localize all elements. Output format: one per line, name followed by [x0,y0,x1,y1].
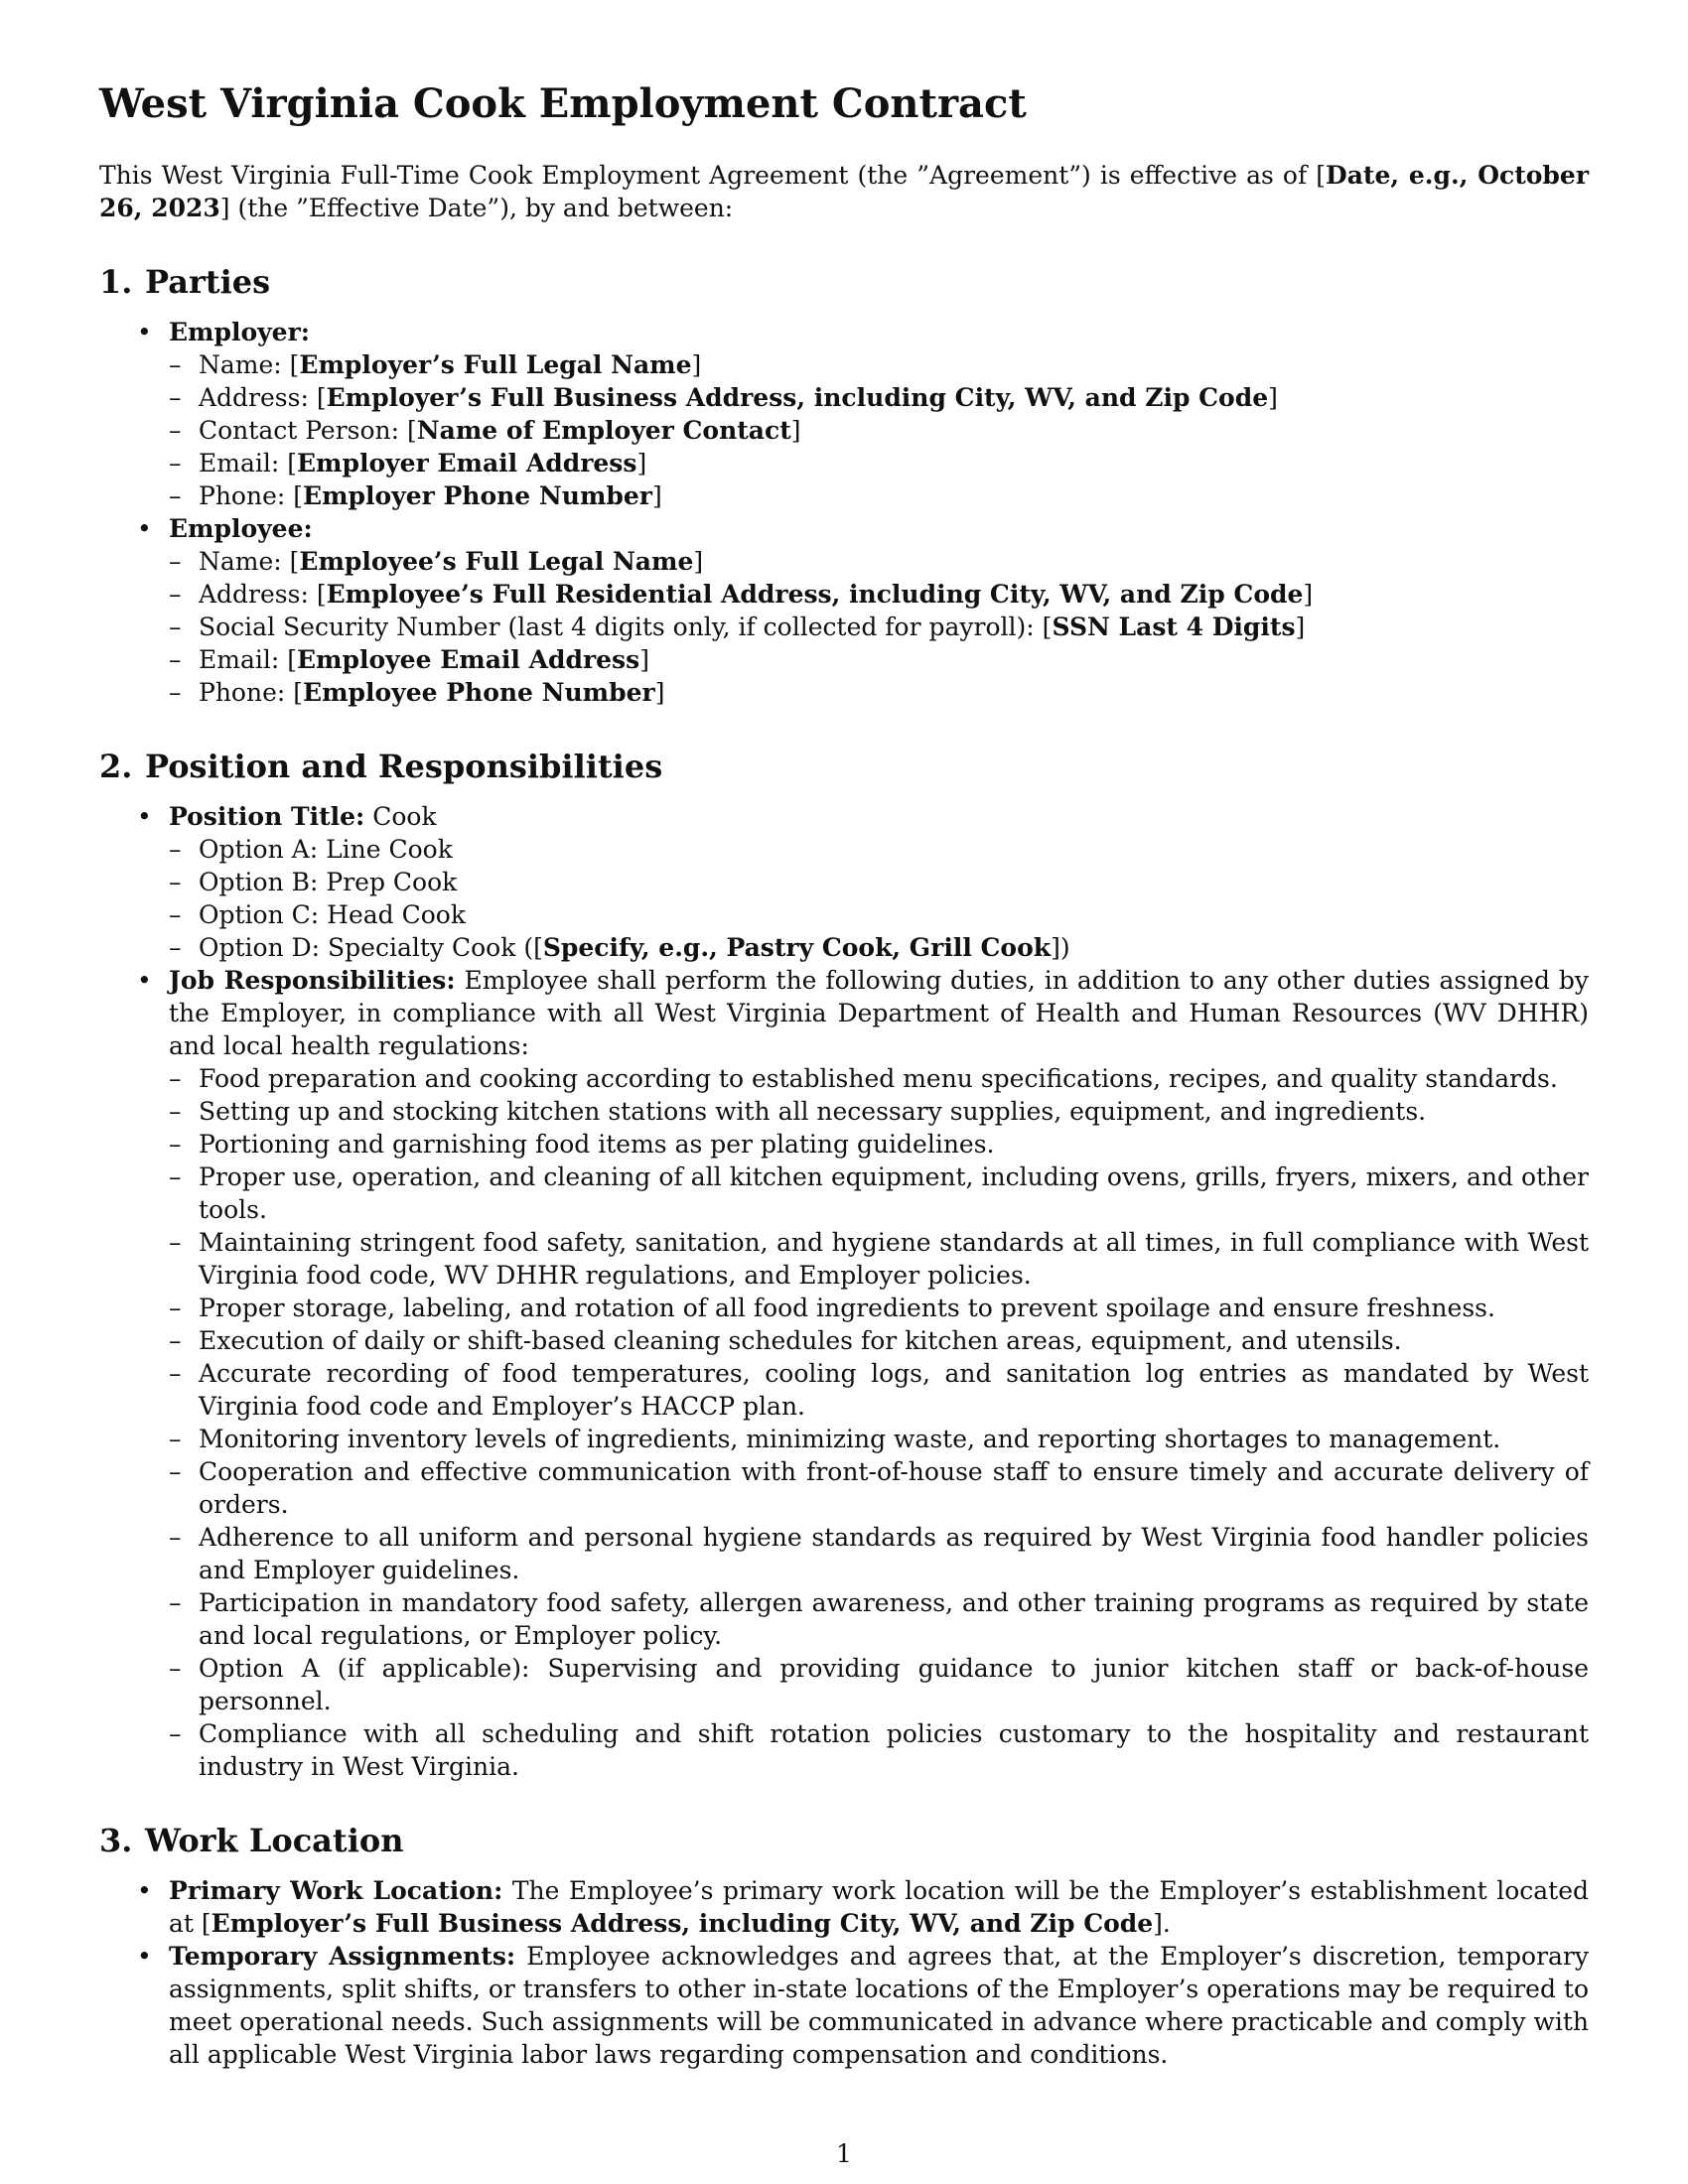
employer-contact: – Contact Person: [Name of Employer Contact] [139,414,1589,447]
document-title: West Virginia Cook Employment Contract [99,80,1027,127]
job-responsibilities-item [99,964,1589,1783]
position-title-label: Position Title: [169,802,365,831]
duty-item: – Participation in mandatory food safety, allergen awareness, and other training programs as required by state and local regulations, or Employer policy. [139,1586,1589,1652]
duty-item: – Compliance with all scheduling and shift rotation policies customary to the hospitality and restaurant industry in West Virginia. [139,1717,1589,1783]
field-label: Social Security Number (last 4 digits only, if collected for payroll): [199,613,1043,641]
position-options [169,833,1589,964]
section-number: 3. [99,1822,133,1859]
primary-location-text: The Employee’s primary work location will be the Employer’s establishment located at [ [169,1876,1589,1938]
field-value: Employer Email Address [297,449,637,478]
section-heading-parties [99,262,1589,302]
duty-item: – Monitoring inventory levels of ingredients, minimizing waste, and reporting shortages to management. [139,1423,1589,1455]
employee-item [99,512,1589,709]
duty-item: – Maintaining stringent food safety, sanitation, and hygiene standards at all times, in full compliance with West Virginia food code, WV DHHR regulations, and Employer policies. [139,1226,1589,1292]
section-title: Position and Responsibilities [145,748,663,785]
duty-item: – Proper storage, labeling, and rotation of all food ingredients to prevent spoilage and ensure freshness. [139,1292,1589,1324]
intro-paragraph [99,159,1589,224]
employee-label: Employee: [169,514,313,543]
duties-list [169,1062,1589,1783]
position-title-value: Cook [364,802,437,831]
field-value: SSN Last 4 Digits [1052,613,1296,641]
field-value: Employer’s Full Legal Name [299,350,692,379]
temporary-assignments-item [99,1940,1589,2071]
duty-item: – Cooperation and effective communication with front-of-house staff to ensure timely and accurate delivery of orders. [139,1455,1589,1521]
duty-item: – Portioning and garnishing food items as per plating guidelines. [139,1128,1589,1160]
field-label: Contact Person: [199,416,408,445]
duty-item: – Setting up and stocking kitchen stations with all necessary supplies, equipment, and ingredients. [139,1095,1589,1128]
field-label: Name: [199,350,290,379]
duty-item: – Option A (if applicable): Supervising and providing guidance to junior kitchen staff or back-of-house personnel. [139,1652,1589,1717]
duty-item: – Adherence to all uniform and personal hygiene standards as required by West Virginia food handler policies and Employer guidelines. [139,1521,1589,1586]
employee-phone: – Phone: [Employee Phone Number] [139,676,1589,709]
field-value: Employee’s Full Legal Name [299,547,694,576]
field-label: Email: [199,449,288,478]
field-label: Email: [199,645,288,674]
section-title: Parties [145,263,271,301]
field-label: Address: [199,580,317,609]
section-number: 1. [99,263,133,301]
parties-list [99,316,1589,709]
option-d-placeholder: Specify, e.g., Pastry Cook, Grill Cook [542,933,1052,962]
primary-location-suffix: ]. [1153,1909,1171,1938]
responsibilities-text: Employee shall perform the following duties, in addition to any other duties assigned by the Employer, in compliance with all West Virginia Department of Health and Human Resources (WV DHHR) and local health regulations: [169,966,1590,1060]
field-label: Name: [199,547,290,576]
intro-text: This West Virginia Full-Time Cook Employment Agreement (the ”Agreement”) is effective as of [ [99,161,1327,190]
option-d-suffix: ]) [1051,933,1070,962]
field-value: Name of Employer Contact [416,416,791,445]
location-list [99,1874,1589,2071]
field-value: Employer’s Full Business Address, including City, WV, and Zip Code [326,383,1269,412]
primary-location-label: Primary Work Location: [169,1876,503,1905]
employee-address: – Address: [Employee’s Full Residential Address, including City, WV, and Zip Code] [139,578,1589,611]
field-label: Phone: [199,481,294,510]
section-heading-position [99,747,1589,786]
position-option: – Option C: Head Cook [139,898,1589,931]
page-number: 1 [836,2139,852,2168]
effective-date-placeholder: Date, e.g., October 26, 2023 [99,161,1589,222]
field-value: Employee Email Address [297,645,640,674]
field-label: Phone: [199,678,294,707]
intro-text-end: ] (the ”Effective Date”), by and between: [219,194,734,222]
temporary-assignments-text: Employee acknowledges and agrees that, at the Employer’s discretion, temporary assignments, split shifts, or transfers to other in-state locations of the Employer’s operations may be required to meet operational needs. Such assignments will be communicated in advance where practicable and comply with all applicable West Virginia labor laws regarding compensation and conditions. [169,1942,1589,2069]
responsibilities-label: Job Responsibilities: [169,966,456,995]
employee-name: – Name: [Employee’s Full Legal Name] [139,545,1589,578]
field-value: Employer Phone Number [303,481,652,510]
employer-name: – Name: [Employer’s Full Legal Name] [139,348,1589,381]
position-option: – Option B: Prep Cook [139,866,1589,898]
primary-location-item [99,1874,1589,1940]
employer-details [169,348,1589,512]
duty-item: – Food preparation and cooking according to established menu specifications, recipes, and quality standards. [139,1062,1589,1095]
document-page [99,79,1589,2109]
section-title: Work Location [145,1822,404,1859]
position-list [99,800,1589,1783]
duty-item: – Execution of daily or shift-based cleaning schedules for kitchen areas, equipment, and utensils. [139,1324,1589,1357]
employer-label: Employer: [169,318,310,346]
field-label: Address: [199,383,317,412]
section-heading-location [99,1821,1589,1860]
employer-email: – Email: [Employer Email Address] [139,447,1589,479]
option-d-prefix: Option D: Specialty Cook ([ [199,933,543,962]
employee-email: – Email: [Employee Email Address] [139,643,1589,676]
duty-item: – Proper use, operation, and cleaning of all kitchen equipment, including ovens, grills, fryers, mixers, and other tools. [139,1160,1589,1226]
employer-phone: – Phone: [Employer Phone Number] [139,479,1589,512]
position-option-d [139,931,1589,964]
section-number: 2. [99,748,133,785]
employee-details [169,545,1589,709]
duty-item: – Accurate recording of food temperatures, cooling logs, and sanitation log entries as mandated by West Virginia food code and Employer’s HACCP plan. [139,1357,1589,1423]
temporary-assignments-label: Temporary Assignments: [169,1942,516,1971]
position-title-item [99,800,1589,964]
field-value: Employee’s Full Residential Address, including City, WV, and Zip Code [326,580,1304,609]
employee-ssn: – Social Security Number (last 4 digits only, if collected for payroll): [SSN Last 4 Digits] [139,611,1589,643]
employer-item [99,316,1589,512]
primary-location-placeholder: Employer’s Full Business Address, including City, WV, and Zip Code [211,1909,1154,1938]
responsibilities-intro [169,964,1589,1062]
field-value: Employee Phone Number [303,678,655,707]
position-option: – Option A: Line Cook [139,833,1589,866]
employer-address: – Address: [Employer’s Full Business Address, including City, WV, and Zip Code] [139,381,1589,414]
